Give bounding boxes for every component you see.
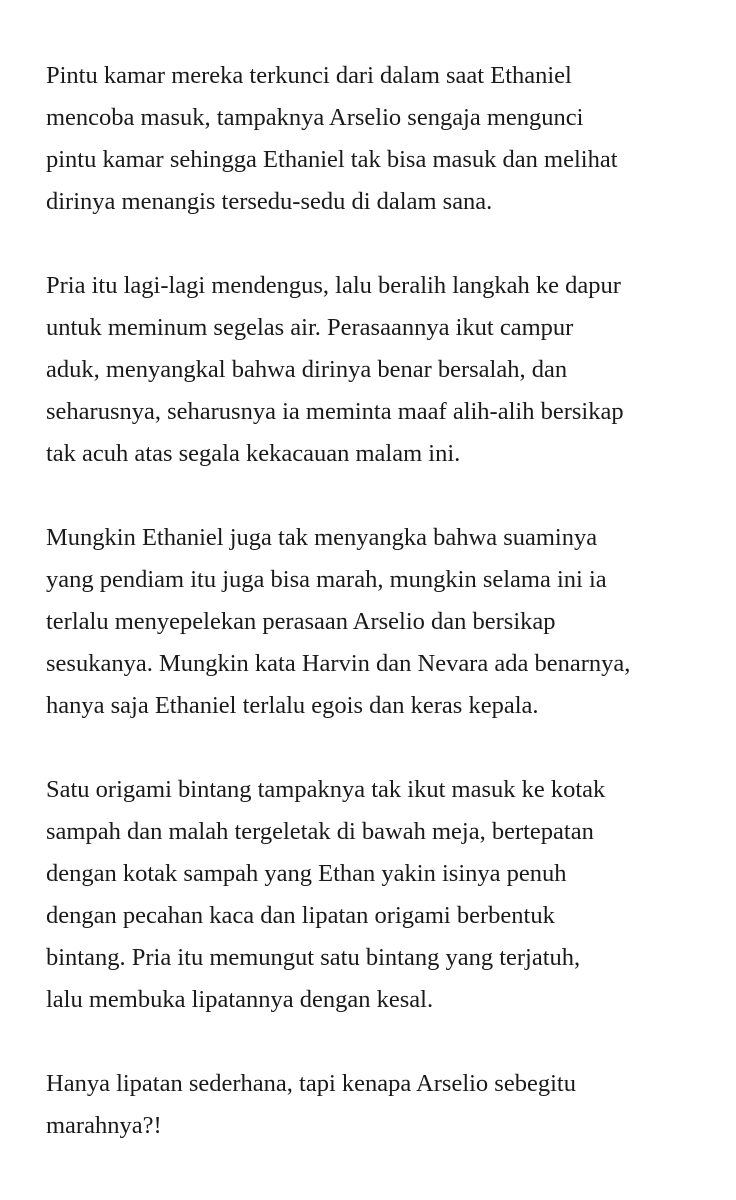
paragraph-1 — [46, 55, 696, 223]
text-line: Satu origami bintang tampaknya tak ikut masuk ke kotak — [46, 776, 606, 803]
paragraph-4 — [46, 769, 696, 1021]
text-line: hanya saja Ethaniel terlalu egois dan keras kepala. — [46, 692, 539, 719]
text-line: Pria itu lagi-lagi mendengus, lalu beralih langkah ke dapur — [46, 272, 621, 299]
text-line: terlalu menyepelekan perasaan Arselio dan bersikap — [46, 608, 556, 635]
text-line: dengan kotak sampah yang Ethan yakin isinya penuh — [46, 860, 567, 887]
text-line: Hanya lipatan sederhana, tapi kenapa Arselio sebegitu — [46, 1070, 576, 1097]
text-line: dengan pecahan kaca dan lipatan origami berbentuk — [46, 902, 555, 929]
text-line: dirinya menangis tersedu-sedu di dalam sana. — [46, 188, 493, 215]
text-line: marahnya?! — [46, 1112, 162, 1139]
text-line: Mungkin Ethaniel juga tak menyangka bahwa suaminya — [46, 524, 598, 551]
paragraph-3 — [46, 517, 696, 727]
text-line: seharusnya, seharusnya ia meminta maaf alih-alih bersikap — [46, 398, 624, 425]
text-line: bintang. Pria itu memungut satu bintang yang terjatuh, — [46, 944, 581, 971]
text-line: aduk, menyangkal bahwa dirinya benar bersalah, dan — [46, 356, 568, 383]
paragraph-2 — [46, 265, 696, 475]
text-line: lalu membuka lipatannya dengan kesal. — [46, 986, 434, 1013]
text-line: Pintu kamar mereka terkunci dari dalam saat Ethaniel — [46, 62, 572, 89]
text-line: sampah dan malah tergeletak di bawah meja, bertepatan — [46, 818, 594, 845]
text-line: mencoba masuk, tampaknya Arselio sengaja mengunci — [46, 104, 584, 131]
text-line: pintu kamar sehingga Ethaniel tak bisa masuk dan melihat — [46, 146, 618, 173]
text-line: sesukanya. Mungkin kata Harvin dan Nevara ada benarnya, — [46, 650, 631, 677]
text-line: untuk meminum segelas air. Perasaannya ikut campur — [46, 314, 574, 341]
text-line: tak acuh atas segala kekacauan malam ini. — [46, 440, 461, 467]
paragraph-5 — [46, 1063, 696, 1147]
text-line: yang pendiam itu juga bisa marah, mungkin selama ini ia — [46, 566, 607, 593]
